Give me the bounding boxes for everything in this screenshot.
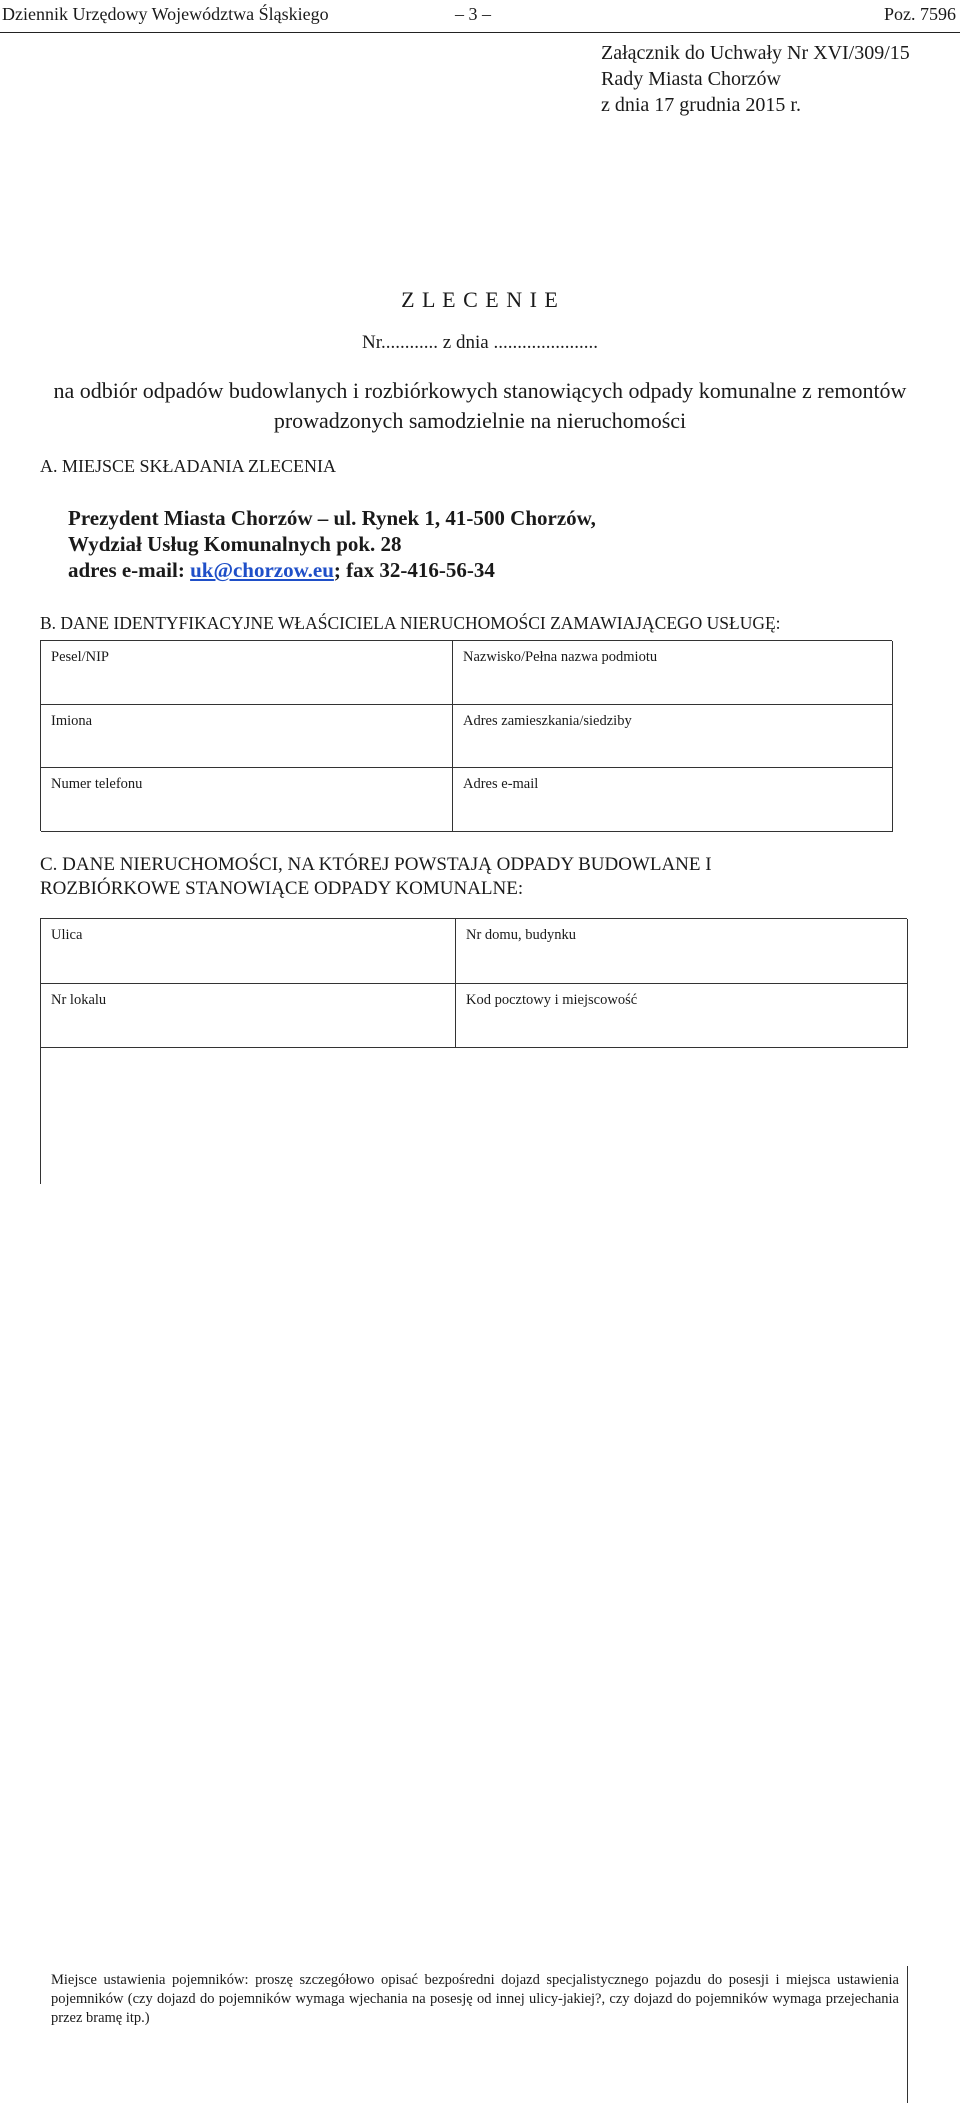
order-number-line: Nr............ z dnia ...................... [362, 332, 598, 353]
office-address-line: Prezydent Miasta Chorzów – ul. Rynek 1, 41-500 Chorzów, [68, 506, 596, 530]
section-b-heading: B. DANE IDENTYFIKACYJNE WŁAŚCICIELA NIERUCHOMOŚCI ZAMAWIAJĄCEGO USŁUGĘ: [40, 613, 781, 633]
page-number: – 3 – [455, 4, 491, 24]
field-label: Nazwisko/Pełna nazwa podmiotu [463, 649, 658, 665]
fax-number: ; fax 32-416-56-34 [333, 558, 495, 582]
annex-line-1: Załącznik do Uchwały Nr XVI/309/15 [601, 42, 910, 64]
email-prefix: adres e-mail: [68, 558, 191, 582]
pesel-nip-field[interactable] [41, 641, 453, 705]
page-header [0, 0, 960, 33]
apartment-number-field[interactable] [41, 984, 456, 1048]
email-field[interactable] [453, 768, 893, 832]
annex-line-3: z dnia 17 grudnia 2015 r. [601, 94, 801, 116]
section-a-heading: A. MIEJSCE SKŁADANIA ZLECENIA [40, 456, 336, 476]
property-data-table [40, 918, 907, 2026]
street-field[interactable] [41, 919, 456, 984]
phone-field[interactable] [41, 768, 453, 832]
field-label: Numer telefonu [51, 776, 143, 792]
document-title: Z L E C E N I E [401, 287, 559, 312]
address-field[interactable] [453, 705, 893, 768]
contact-line [68, 557, 596, 583]
field-label: Adres e-mail [463, 776, 539, 792]
annex-reference [601, 40, 910, 118]
section-c-heading-line-2: ROZBIÓRKOWE STANOWIĄCE ODPADY KOMUNALNE: [40, 878, 524, 899]
first-names-field[interactable] [41, 705, 453, 768]
field-label: Kod pocztowy i miejscowość [466, 992, 638, 1008]
field-label: Nr lokalu [51, 992, 107, 1008]
name-field[interactable] [453, 641, 893, 705]
submission-place [68, 505, 596, 583]
document-subtitle: na odbiór odpadów budowlanych i rozbiórkowych stanowiących odpady komunalne z remontów prowadzonych samodzielnie na nieruchomości [53, 378, 907, 433]
section-c-heading [40, 853, 712, 901]
office-department-line: Wydział Usług Komunalnych pok. 28 [68, 532, 402, 556]
position-number: Poz. 7596 [884, 4, 956, 24]
house-number-field[interactable] [456, 919, 908, 984]
journal-title: Dziennik Urzędowy Województwa Śląskiego [2, 4, 329, 24]
field-label: Ulica [51, 927, 83, 943]
field-label: Nr domu, budynku [466, 927, 576, 943]
field-label: Imiona [51, 713, 93, 729]
annex-line-2: Rady Miasta Chorzów [601, 68, 781, 90]
container-location-instructions: Miejsce ustawienia pojemników: proszę szczegółowo opisać bezpośredni dojazd specjalistycznego pojazdu do posesji i miejsca ustawienia pojemników (czy dojazd do pojemników wymaga wjechania na posesję od innej ulicy-jakiej?, czy dojazd do pojemników wymaga przejechania przez bramę itp.) [51, 1972, 899, 2026]
section-c-heading-line-1: C. DANE NIERUCHOMOŚCI, NA KTÓREJ POWSTAJĄ ODPADY BUDOWLANE I [40, 854, 712, 875]
field-label: Pesel/NIP [51, 649, 109, 665]
owner-data-table [40, 640, 892, 831]
container-location-field[interactable] [41, 1966, 908, 2103]
email-link[interactable]: uk@chorzow.eu [190, 558, 334, 582]
postal-code-city-field[interactable] [456, 984, 908, 1048]
field-label: Adres zamieszkania/siedziby [463, 713, 632, 729]
